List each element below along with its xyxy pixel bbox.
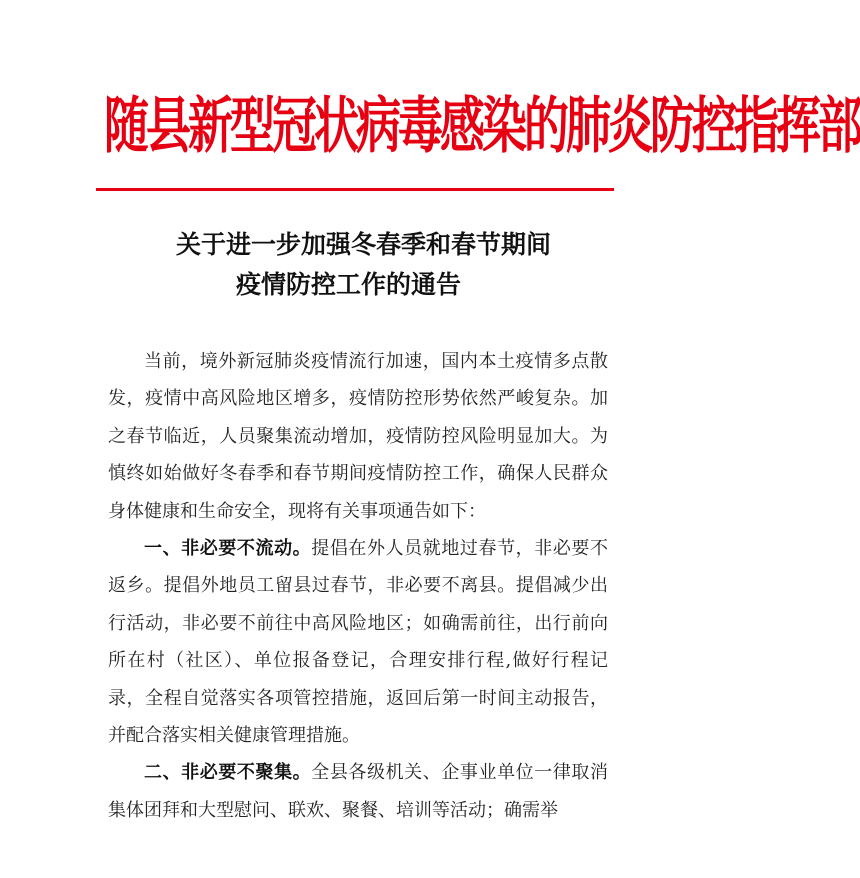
section-text-2: 全县各级机关、企事业单位一律取消集体团拜和大型慰问、联欢、聚餐、培训等活动；确需举 [108,762,608,821]
issuing-organization-heading: 随县新型冠状病毒感染的肺炎防控指挥部 [104,89,860,162]
section-text-1: 提倡在外人员就地过春节，非必要不返乡。提倡外地员工留县过春节，非必要不离县。提倡减少出行活动，非必要不前往中高风险地区；如确需前往，出行前向所在村（社区）、单位报备登记，合理安排行程,做好行程记录，全程自觉落实各项管控措施，返回后第一时间主动报告，并配合落实相关健康管理措施。 [108,538,608,747]
section-heading-2: 二、非必要不聚集。 [144,762,312,784]
notice-title-line-2: 疫情防控工作的通告 [236,270,462,299]
section-paragraph-1 [108,530,608,754]
notice-body [108,343,608,829]
intro-paragraph: 当前，境外新冠肺炎疫情流行加速，国内本土疫情多点散发，疫情中高风险地区增多，疫情防控形势依然严峻复杂。加之春节临近，人员聚集流动增加，疫情防控风险明显加大。为慎终如始做好冬春季和春节期间疫情防控工作，确保人民群众身体健康和生命安全，现将有关事项通告如下： [108,351,608,522]
section-paragraph-2 [108,754,608,829]
red-header-rule [96,188,614,191]
section-heading-1: 一、非必要不流动。 [144,538,312,560]
notice-title-line-1: 关于进一步加强冬春季和春节期间 [176,230,552,259]
